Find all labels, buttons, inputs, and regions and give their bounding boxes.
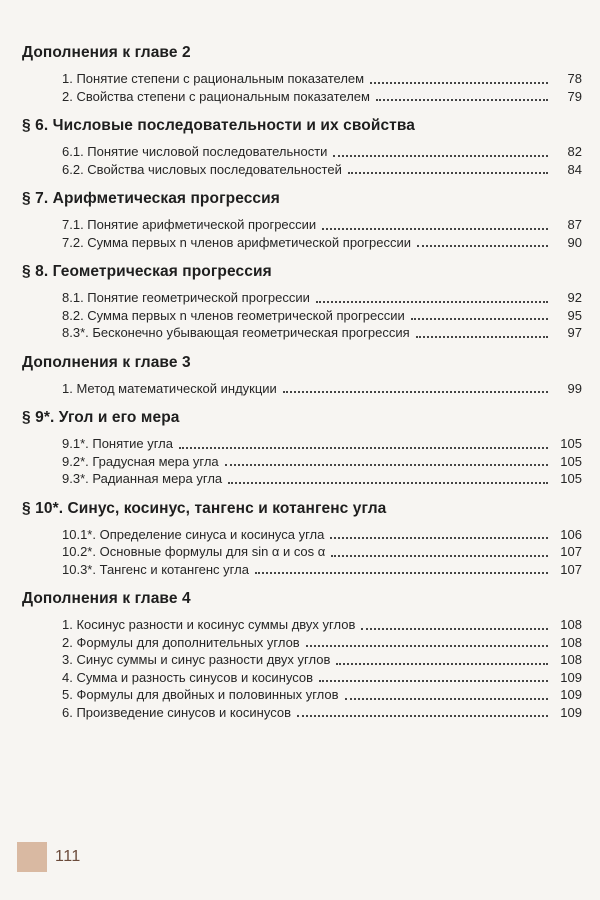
toc-section bbox=[22, 409, 582, 488]
section-heading: § 10*. Синус, косинус, тангенс и котангенс угла bbox=[22, 499, 387, 517]
entry-title: 4. Сумма и разность синусов и косинусов bbox=[62, 669, 314, 685]
entry-page: 106 bbox=[560, 526, 582, 542]
toc-entry bbox=[62, 686, 582, 704]
toc-entry bbox=[62, 324, 582, 342]
table-of-contents bbox=[22, 44, 582, 733]
toc-entry bbox=[62, 526, 582, 544]
entry-title: 8.3*. Бесконечно убывающая геометрическая прогрессия bbox=[62, 325, 410, 340]
entry-page: 105 bbox=[560, 453, 582, 469]
dot-leader bbox=[322, 227, 548, 230]
page-number: 111 bbox=[55, 848, 81, 865]
toc-entry bbox=[62, 380, 582, 398]
toc-section bbox=[22, 590, 582, 721]
dot-leader bbox=[319, 679, 548, 682]
entry-page: 82 bbox=[567, 144, 582, 159]
dot-leader bbox=[361, 627, 548, 630]
entry-page: 109 bbox=[560, 687, 582, 702]
entry-title: 5. Формулы для двойных и половинных углов bbox=[62, 687, 339, 702]
toc-entry bbox=[62, 634, 582, 652]
dot-leader bbox=[306, 644, 548, 647]
entry-title: 6.1. Понятие числовой последовательности bbox=[62, 144, 328, 159]
dot-leader bbox=[416, 335, 548, 338]
toc-entry bbox=[62, 470, 582, 488]
dot-leader bbox=[179, 446, 548, 449]
section-heading: § 8. Геометрическая прогрессия bbox=[22, 263, 272, 280]
entry-title: 10.3*. Тангенс и котангенс угла bbox=[62, 561, 249, 577]
entry-page: 92 bbox=[567, 290, 582, 305]
dot-leader bbox=[283, 390, 548, 393]
dot-leader bbox=[370, 81, 548, 84]
toc-section bbox=[22, 263, 582, 342]
entry-page: 107 bbox=[560, 544, 582, 559]
toc-entry bbox=[62, 234, 582, 252]
dot-leader bbox=[348, 171, 548, 174]
toc-entry bbox=[62, 216, 582, 234]
dot-leader bbox=[345, 697, 548, 700]
entry-page: 108 bbox=[560, 634, 582, 650]
toc-entry bbox=[62, 289, 582, 307]
dot-leader bbox=[417, 244, 548, 247]
entry-page: 95 bbox=[567, 307, 582, 323]
toc-section bbox=[22, 44, 582, 105]
section-heading: Дополнения к главе 4 bbox=[22, 590, 191, 607]
dot-leader bbox=[336, 662, 548, 665]
toc-entry bbox=[62, 435, 582, 453]
section-heading: § 9*. Угол и его мера bbox=[22, 409, 180, 426]
entry-title: 6.2. Свойства числовых последовательностей bbox=[62, 161, 342, 177]
entry-page: 78 bbox=[567, 71, 582, 86]
toc-entry bbox=[62, 70, 582, 88]
section-heading: § 6. Числовые последовательности и их свойства bbox=[22, 117, 416, 134]
dot-leader bbox=[228, 481, 548, 484]
page-footer bbox=[17, 842, 81, 872]
dot-leader bbox=[225, 463, 548, 466]
entry-title: 9.3*. Радианная мера угла bbox=[62, 471, 223, 486]
toc-entry bbox=[62, 307, 582, 325]
toc-entry bbox=[62, 616, 582, 634]
toc-entry bbox=[62, 161, 582, 179]
entry-title: 6. Произведение синусов и косинусов bbox=[62, 704, 291, 720]
entry-title: 8.2. Сумма первых n членов геометрической прогрессии bbox=[62, 307, 405, 323]
entry-title: 9.1*. Понятие угла bbox=[62, 436, 173, 451]
entry-page: 84 bbox=[567, 161, 582, 177]
section-heading: Дополнения к главе 3 bbox=[22, 353, 191, 371]
toc-entry bbox=[62, 453, 582, 471]
entry-title: 2. Формулы для дополнительных углов bbox=[62, 634, 300, 650]
toc-section bbox=[22, 190, 582, 251]
toc-entry bbox=[62, 543, 582, 561]
entry-page: 107 bbox=[560, 561, 582, 577]
entry-title: 1. Косинус разности и косинус суммы двух углов bbox=[62, 617, 356, 632]
dot-leader bbox=[297, 714, 548, 717]
page-number-tab bbox=[17, 842, 47, 872]
entry-title: 3. Синус суммы и синус разности двух углов bbox=[62, 652, 331, 667]
section-heading: Дополнения к главе 2 bbox=[22, 44, 191, 61]
dot-leader bbox=[316, 300, 548, 303]
entry-title: 10.2*. Основные формулы для sin α и cos α bbox=[62, 544, 326, 559]
entry-title: 7.1. Понятие арифметической прогрессии bbox=[62, 217, 317, 232]
toc-entry bbox=[62, 651, 582, 669]
entry-page: 97 bbox=[567, 325, 582, 340]
entry-page: 108 bbox=[560, 617, 582, 632]
entry-page: 109 bbox=[560, 669, 582, 685]
dot-leader bbox=[411, 317, 548, 320]
entry-page: 99 bbox=[567, 380, 582, 396]
entry-page: 79 bbox=[567, 88, 582, 104]
dot-leader bbox=[255, 571, 548, 574]
entry-page: 90 bbox=[567, 234, 582, 250]
toc-entry bbox=[62, 669, 582, 687]
toc-entry bbox=[62, 88, 582, 106]
entry-page: 108 bbox=[560, 652, 582, 667]
section-heading: § 7. Арифметическая прогрессия bbox=[22, 190, 280, 207]
toc-entry bbox=[62, 704, 582, 722]
entry-title: 7.2. Сумма первых n членов арифметической прогрессии bbox=[62, 234, 412, 250]
entry-page: 87 bbox=[567, 217, 582, 232]
dot-leader bbox=[330, 536, 548, 539]
entry-title: 9.2*. Градусная мера угла bbox=[62, 453, 219, 469]
dot-leader bbox=[333, 154, 548, 157]
entry-page: 109 bbox=[560, 704, 582, 720]
entry-title: 2. Свойства степени с рациональным показателем bbox=[62, 88, 370, 104]
entry-title: 8.1. Понятие геометрической прогрессии bbox=[62, 290, 310, 305]
toc-section bbox=[22, 500, 582, 579]
dot-leader bbox=[376, 98, 548, 101]
toc-entry bbox=[62, 143, 582, 161]
toc-entry bbox=[62, 561, 582, 579]
entry-page: 105 bbox=[560, 436, 582, 451]
entry-title: 1. Метод математической индукции bbox=[62, 380, 277, 396]
dot-leader bbox=[331, 554, 548, 557]
entry-title: 10.1*. Определение синуса и косинуса угла bbox=[62, 526, 325, 542]
toc-section bbox=[22, 354, 582, 398]
entry-title: 1. Понятие степени с рациональным показателем bbox=[62, 71, 365, 86]
toc-section bbox=[22, 117, 582, 178]
entry-page: 105 bbox=[560, 471, 582, 486]
